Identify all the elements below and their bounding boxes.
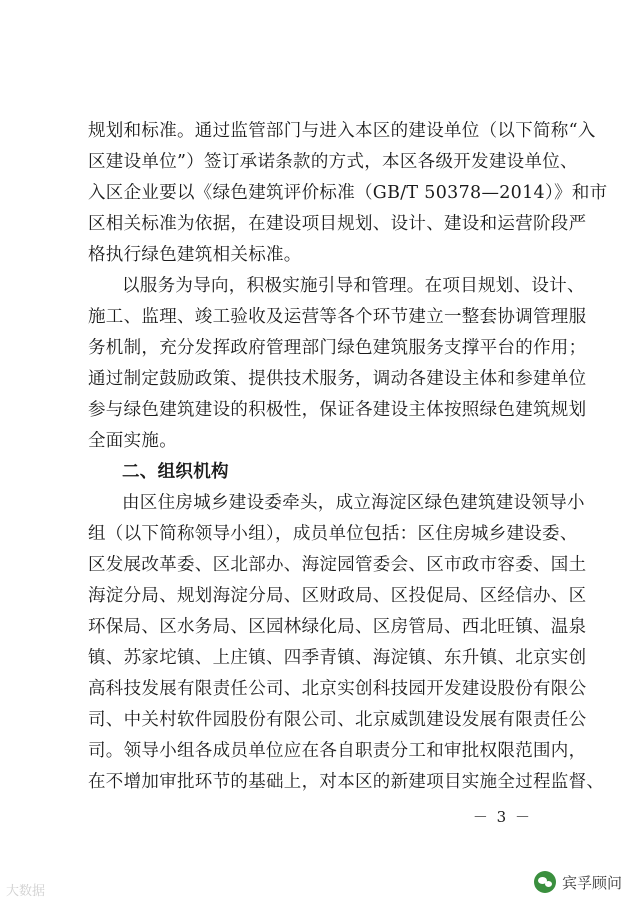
body-line: 司、中关村软件园股份有限公司、北京威凯建设发展有限责任公 — [88, 710, 587, 730]
watermark-badge — [534, 871, 622, 893]
page-number: － 3 － — [472, 808, 532, 826]
body-line: 区建设单位”）签订承诺条款的方式，本区各级开发建设单位、 — [88, 152, 578, 172]
body-line: 区发展改革委、区北部办、海淀园管委会、区市政市容委、国土 — [88, 555, 587, 575]
body-line: 施工、监理、竣工验收及运营等各个环节建立一整套协调管理服 — [88, 307, 587, 327]
body-line: 格执行绿色建筑相关标准。 — [88, 245, 302, 265]
body-line: 海淀分局、规划海淀分局、区财政局、区投促局、区经信办、区 — [88, 586, 587, 606]
body-line: 组（以下简称领导小组），成员单位包括：区住房城乡建设委、 — [88, 524, 578, 544]
body-line: 环保局、区水务局、区园林绿化局、区房管局、西北旺镇、温泉 — [88, 617, 587, 637]
body-line: 全面实施。 — [88, 431, 177, 451]
wechat-icon — [534, 871, 556, 893]
body-line: 入区企业要以《绿色建筑评价标准（GB/T 50378—2014）》和市 — [88, 183, 608, 203]
watermark-left: 大数据 — [6, 884, 46, 899]
body-line: 司。领导小组各成员单位应在各自职责分工和审批权限范围内， — [88, 741, 587, 761]
body-line: 参与绿色建筑建设的积极性，保证各建设主体按照绿色建筑规划 — [88, 400, 587, 420]
body-line: 规划和标准。通过监管部门与进入本区的建设单位（以下简称“入 — [88, 121, 596, 141]
body-line: 镇、苏家坨镇、上庄镇、四季青镇、海淀镇、东升镇、北京实创 — [88, 648, 587, 668]
body-line: 由区住房城乡建设委牵头，成立海淀区绿色建筑建设领导小 — [122, 493, 585, 513]
body-line: 区相关标准为依据，在建设项目规划、设计、建设和运营阶段严 — [88, 214, 587, 234]
body-line: 务机制，充分发挥政府管理部门绿色建筑服务支撑平台的作用； — [88, 338, 587, 358]
body-line: 通过制定鼓励政策、提供技术服务，调动各建设主体和参建单位 — [88, 369, 587, 389]
body-line: 在不增加审批环节的基础上，对本区的新建项目实施全过程监督、 — [88, 772, 605, 792]
watermark-account-name: 宾孚顾问 — [561, 873, 622, 892]
body-line: 高科技发展有限责任公司、北京实创科技园开发建设股份有限公 — [88, 679, 587, 699]
body-line: 以服务为导向，积极实施引导和管理。在项目规划、设计、 — [122, 276, 585, 296]
section-heading: 二、组织机构 — [122, 462, 229, 482]
